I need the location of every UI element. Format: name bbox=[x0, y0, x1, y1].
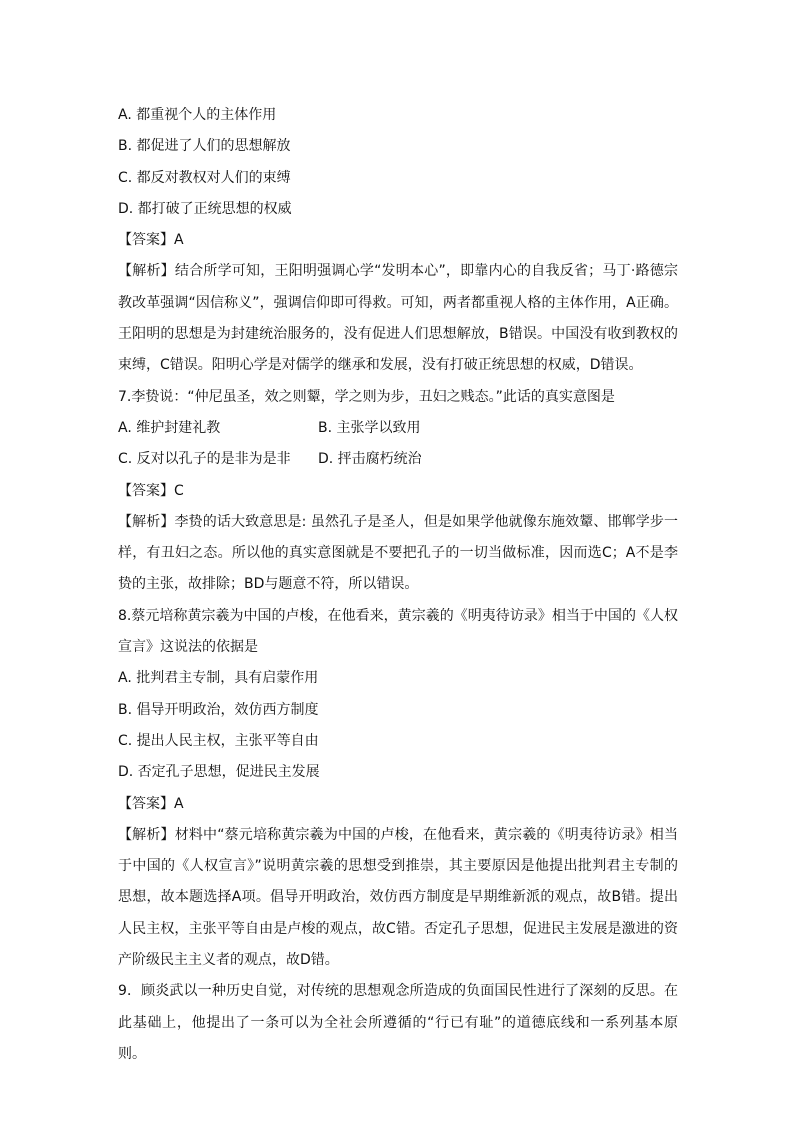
q6-option-c: C. 都反对教权对人们的束缚 bbox=[118, 169, 291, 186]
q7-options-row-2 bbox=[118, 444, 678, 475]
q8-option-a: A. 批判君主专制，具有启蒙作用 bbox=[118, 670, 319, 687]
q7-option-b: B. 主张学以致用 bbox=[318, 419, 421, 436]
q7-option-a: A. 维护封建礼教 bbox=[118, 419, 221, 436]
q7-options-row-1 bbox=[118, 413, 678, 444]
q7-answer: 【答案】C bbox=[118, 482, 184, 499]
q8-option-b: B. 倡导开明政治，效仿西方制度 bbox=[118, 701, 319, 718]
q6-answer: 【答案】A bbox=[118, 232, 184, 249]
q8-option-d: D. 否定孔子思想，促进民主发展 bbox=[118, 764, 320, 781]
q7-option-d: D. 抨击腐朽统治 bbox=[318, 451, 422, 468]
q7-analysis: 【解析】李贽的话大致意思是: 虽然孔子是圣人，但是如果学他就像东施效颦、邯郸学步一样，有丑妇之态。所以他的真实意图就是不要把孔子的一切当做标准，因而选C；A不是李贽的主张，故排除；BD与题意不符，所以错误。 bbox=[118, 513, 678, 593]
q7-question: 7.李贽说：“仲尼虽圣，效之则颦，学之则为步，丑妇之贱态。”此话的真实意图是 bbox=[118, 388, 615, 405]
q8-question: 8.蔡元培称黄宗羲为中国的卢梭，在他看来，黄宗羲的《明夷待访录》相当于中国的《人权宣言》这说法的依据是 bbox=[118, 607, 678, 656]
q9-question: 9．顾炎武以一种历史自觉，对传统的思想观念所造成的负面国民性进行了深刻的反思。在此基础上，他提出了一条可以为全社会所遵循的“行已有耻”的道德底线和一系列基本原则。 bbox=[118, 983, 678, 1062]
q8-analysis: 【解析】材料中“蔡元培称黄宗羲为中国的卢梭，在他看来，黄宗羲的《明夷待访录》相当于中国的《人权宣言》”说明黄宗羲的思想受到推崇，其主要原因是他提出批判君主专制的思想，故本题选择A项。倡导开明政治，效仿西方制度是早期维新派的观点，故B错。提出人民主权，主张平等自由是卢梭的观点，故C错。否定孔子思想，促进民主发展是激进的资产阶级民主主义者的观点，故D错。 bbox=[118, 826, 678, 969]
q8-answer: 【答案】A bbox=[118, 795, 184, 812]
document-page bbox=[118, 100, 678, 1070]
q7-option-c: C. 反对以孔子的是非为是非 bbox=[118, 451, 291, 468]
q8-option-c: C. 提出人民主权，主张平等自由 bbox=[118, 732, 319, 749]
q6-analysis: 【解析】结合所学可知，王阳明强调心学“发明本心”，即靠内心的自我反省；马丁·路德宗教改革强调“因信称义”，强调信仰即可得救。可知，两者都重视人格的主体作用，A正确。王阳明的思想是为封建统治服务的，没有促进人们思想解放，B错误。中国没有收到教权的束缚，C错误。阳明心学是对儒学的继承和发展，没有打破正统思想的权威，D错误。 bbox=[118, 263, 678, 374]
q6-option-d: D. 都打破了正统思想的权威 bbox=[118, 200, 292, 217]
q6-option-b: B. 都促进了人们的思想解放 bbox=[118, 138, 291, 155]
q6-option-a: A. 都重视个人的主体作用 bbox=[118, 107, 277, 123]
